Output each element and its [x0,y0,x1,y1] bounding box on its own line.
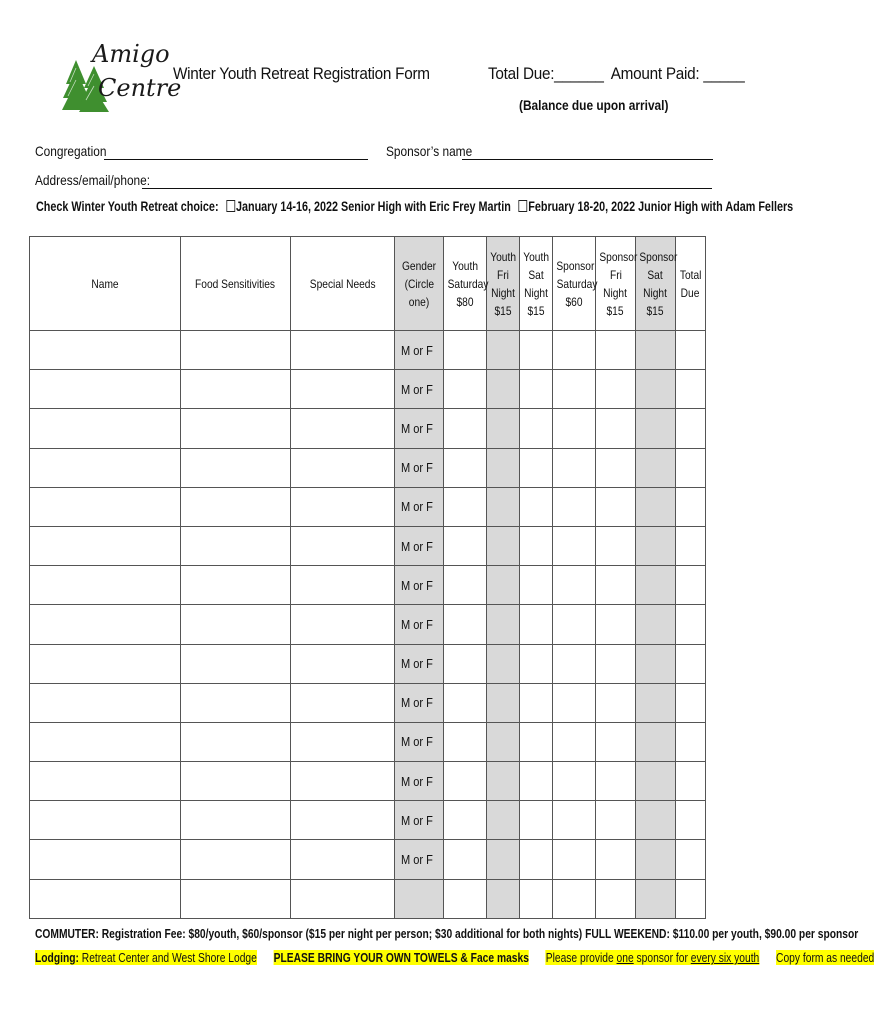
header-sponsor-fri-night-line: Night [603,285,628,300]
cell-food-sensitivities[interactable] [181,879,291,918]
table-row [30,644,706,683]
cell-sponsor-saturday[interactable] [553,566,596,605]
header-sponsor-saturday-line: Sponsor [556,258,595,273]
lodging-label: Lodging: [35,950,79,965]
lodging-line [35,950,874,965]
header-sponsor-saturday [553,237,596,331]
sponsor-name-label: Sponsor’s name [386,143,473,159]
cell-youth-sat-night[interactable] [520,722,553,761]
cell-gender[interactable] [395,801,444,840]
header-gender-line: Gender [401,258,437,273]
retreat-choice [36,199,793,214]
header-gender-line: one) [408,294,430,309]
header-sponsor-sat-night-line: Sat [647,267,664,282]
amigo-centre-logo [62,38,182,114]
cell-gender[interactable] [395,722,444,761]
header-special-needs-line: Special Needs [309,276,376,291]
cell-food-sensitivities[interactable] [181,448,291,487]
cell-sponsor-fri-night[interactable] [596,762,636,801]
cell-gender[interactable] [395,605,444,644]
cell-name[interactable] [30,722,181,761]
gender-option-text: M or F [401,616,433,632]
cell-youth-saturday[interactable] [444,448,487,487]
header-gender-line: (Circle [404,276,434,291]
cell-sponsor-fri-night[interactable] [596,370,636,409]
cell-special-needs[interactable] [291,762,395,801]
cell-special-needs[interactable] [291,566,395,605]
table-row [30,605,706,644]
cell-special-needs[interactable] [291,605,395,644]
sponsor-six: every six youth [690,950,760,965]
cell-youth-fri-night[interactable] [487,487,520,526]
cell-sponsor-fri-night[interactable] [596,487,636,526]
commuter-fees-note: COMMUTER: Registration Fee: $80/youth, $60/sponsor ($15 per night per person; $30 additional for both nights) FULL WEEKEND: $110.00 per youth, $90.00 per sponsor [35,926,859,941]
cell-special-needs[interactable] [291,879,395,918]
header-sponsor-fri-night-line: Fri [609,267,622,282]
header-sponsor-fri-night [596,237,636,331]
cell-sponsor-saturday[interactable] [553,331,596,370]
gender-option-text: M or F [401,812,433,828]
gender-option-text: M or F [401,538,433,554]
cell-special-needs[interactable] [291,840,395,879]
sponsor-mid: sponsor for [633,950,691,965]
table-header-row [30,237,706,331]
header-gender [395,237,444,331]
cell-youth-fri-night[interactable] [487,448,520,487]
header-sponsor-saturday-line: $60 [565,294,583,309]
table-row [30,448,706,487]
cell-youth-fri-night[interactable] [487,526,520,565]
cell-food-sensitivities[interactable] [181,605,291,644]
cell-food-sensitivities[interactable] [181,566,291,605]
cell-sponsor-fri-night[interactable] [596,644,636,683]
cell-gender[interactable] [395,526,444,565]
table-row [30,762,706,801]
cell-youth-sat-night[interactable] [520,370,553,409]
cell-youth-fri-night[interactable] [487,370,520,409]
cell-youth-saturday[interactable] [444,566,487,605]
registration-table [29,236,706,919]
cell-gender[interactable] [395,644,444,683]
header-youth-saturday [444,237,487,331]
retreat-option-february: February 18-20, 2022 Junior High with Adam Fellers [528,199,794,214]
header-youth-sat-night-line: Sat [528,267,544,282]
header-youth-saturday-line: $80 [456,294,474,309]
cell-youth-fri-night[interactable] [487,683,520,722]
gender-option-text: M or F [401,656,433,672]
cell-youth-sat-night[interactable] [520,331,553,370]
cell-food-sensitivities[interactable] [181,762,291,801]
cell-food-sensitivities[interactable] [181,683,291,722]
address-label: Address/email/phone: [35,172,151,188]
cell-sponsor-sat-night[interactable] [636,879,676,918]
cell-sponsor-saturday[interactable] [553,448,596,487]
gender-option-text: M or F [401,381,433,397]
cell-sponsor-sat-night[interactable] [636,801,676,840]
cell-youth-sat-night[interactable] [520,683,553,722]
cell-sponsor-sat-night[interactable] [636,448,676,487]
cell-food-sensitivities[interactable] [181,370,291,409]
cell-sponsor-sat-night[interactable] [636,487,676,526]
header-name-line: Name [91,276,119,291]
cell-sponsor-sat-night[interactable] [636,370,676,409]
cell-youth-fri-night[interactable] [487,409,520,448]
cell-special-needs[interactable] [291,644,395,683]
cell-food-sensitivities[interactable] [181,526,291,565]
cell-youth-fri-night[interactable] [487,840,520,879]
cell-sponsor-fri-night[interactable] [596,840,636,879]
header-sponsor-fri-night-line: $15 [606,303,625,318]
cell-sponsor-sat-night[interactable] [636,840,676,879]
header-youth-sat-night-line: Youth [523,249,549,264]
cell-youth-saturday[interactable] [444,409,487,448]
total-due-amount-paid[interactable]: Total Due:______ Amount Paid: _____ [488,64,745,83]
header-sponsor-saturday-line: Saturday [556,276,598,291]
cell-gender[interactable] [395,683,444,722]
cell-special-needs[interactable] [291,526,395,565]
cell-special-needs[interactable] [291,801,395,840]
cell-special-needs[interactable] [291,409,395,448]
cell-sponsor-saturday[interactable] [553,801,596,840]
cell-sponsor-saturday[interactable] [553,487,596,526]
logo-word-centre: Centre [98,74,182,102]
gender-option-text: M or F [401,852,433,868]
cell-youth-fri-night[interactable] [487,879,520,918]
cell-youth-sat-night[interactable] [520,840,553,879]
cell-total-due[interactable] [676,370,706,409]
cell-youth-sat-night[interactable] [520,526,553,565]
cell-name[interactable] [30,683,181,722]
cell-sponsor-fri-night[interactable] [596,722,636,761]
cell-name[interactable] [30,644,181,683]
cell-total-due[interactable] [676,644,706,683]
cell-name[interactable] [30,409,181,448]
cell-gender[interactable] [395,370,444,409]
cell-youth-saturday[interactable] [444,331,487,370]
cell-youth-saturday[interactable] [444,762,487,801]
cell-food-sensitivities[interactable] [181,331,291,370]
cell-sponsor-saturday[interactable] [553,644,596,683]
cell-sponsor-fri-night[interactable] [596,331,636,370]
header-sponsor-sat-night [636,237,676,331]
gender-option-text: M or F [401,499,433,515]
header-total-due-line: Total [679,267,702,282]
balance-note: (Balance due upon arrival) [519,97,669,113]
table-row [30,801,706,840]
cell-special-needs[interactable] [291,683,395,722]
cell-sponsor-saturday[interactable] [553,683,596,722]
header-sponsor-fri-night-line: Sponsor [599,249,638,264]
table-row [30,879,706,918]
cell-sponsor-fri-night[interactable] [596,526,636,565]
cell-total-due[interactable] [676,762,706,801]
gender-option-text: M or F [401,342,433,358]
cell-special-needs[interactable] [291,722,395,761]
cell-sponsor-saturday[interactable] [553,762,596,801]
header-sponsor-sat-night-line: Night [643,285,668,300]
cell-gender[interactable] [395,448,444,487]
gender-option-text: M or F [401,420,433,436]
cell-name[interactable] [30,879,181,918]
cell-total-due[interactable] [676,605,706,644]
table-row [30,526,706,565]
cell-youth-fri-night[interactable] [487,801,520,840]
cell-gender[interactable] [395,409,444,448]
cell-youth-saturday[interactable] [444,683,487,722]
cell-name[interactable] [30,840,181,879]
header-youth-fri-night-line: Night [491,285,515,300]
table-row [30,722,706,761]
table-row [30,840,706,879]
congregation-label: Congregation [35,143,107,159]
logo-word-amigo: Amigo [92,40,170,68]
cell-youth-saturday[interactable] [444,644,487,683]
table-row [30,566,706,605]
cell-sponsor-sat-night[interactable] [636,526,676,565]
cell-youth-saturday[interactable] [444,605,487,644]
cell-total-due[interactable] [676,487,706,526]
cell-sponsor-saturday[interactable] [553,526,596,565]
header-youth-saturday-line: Youth [452,258,478,273]
cell-sponsor-fri-night[interactable] [596,448,636,487]
cell-youth-sat-night[interactable] [520,409,553,448]
cell-youth-saturday[interactable] [444,840,487,879]
header-total-due-line: Due [681,285,700,300]
cell-gender[interactable] [395,487,444,526]
header-food-sensitivities [181,237,291,331]
gender-option-text: M or F [401,695,433,711]
cell-youth-sat-night[interactable] [520,566,553,605]
cell-food-sensitivities[interactable] [181,409,291,448]
cell-name[interactable] [30,801,181,840]
header-total-due [676,237,706,331]
cell-youth-sat-night[interactable] [520,879,553,918]
cell-youth-saturday[interactable] [444,879,487,918]
cell-youth-sat-night[interactable] [520,605,553,644]
cell-food-sensitivities[interactable] [181,487,291,526]
sponsor-one: one [616,950,634,965]
header-youth-sat-night-line: $15 [527,303,545,318]
cell-sponsor-sat-night[interactable] [636,605,676,644]
cell-name[interactable] [30,526,181,565]
header-youth-sat-night-line: Night [524,285,548,300]
cell-youth-fri-night[interactable] [487,331,520,370]
header-special-needs [291,237,395,331]
cell-name[interactable] [30,331,181,370]
checkbox-january[interactable] [226,200,235,212]
header-food-sensitivities-line: Food Sensitivities [195,276,276,291]
cell-sponsor-sat-night[interactable] [636,644,676,683]
cell-youth-sat-night[interactable] [520,487,553,526]
cell-total-due[interactable] [676,566,706,605]
lodging-block [35,950,257,965]
cell-youth-fri-night[interactable] [487,644,520,683]
cell-total-due[interactable] [676,840,706,879]
form-title: Winter Youth Retreat Registration Form [173,64,430,83]
header-youth-saturday-line: Saturday [447,276,489,291]
cell-name[interactable] [30,566,181,605]
table-row [30,409,706,448]
cell-gender[interactable] [395,566,444,605]
lodging-text: Retreat Center and West Shore Lodge [78,950,257,965]
cell-total-due[interactable] [676,331,706,370]
cell-youth-saturday[interactable] [444,722,487,761]
cell-special-needs[interactable] [291,448,395,487]
towels-note: PLEASE BRING YOUR OWN TOWELS & Face masks [273,950,529,965]
header-name [30,237,181,331]
cell-sponsor-fri-night[interactable] [596,605,636,644]
cell-sponsor-saturday[interactable] [553,722,596,761]
cell-name[interactable] [30,605,181,644]
retreat-option-january: January 14-16, 2022 Senior High with Eric Frey Martin [235,199,511,214]
cell-special-needs[interactable] [291,370,395,409]
cell-total-due[interactable] [676,683,706,722]
cell-sponsor-sat-night[interactable] [636,566,676,605]
gender-option-text: M or F [401,460,433,476]
cell-sponsor-sat-night[interactable] [636,331,676,370]
copy-form-note: Copy form as needed [776,950,874,965]
cell-total-due[interactable] [676,801,706,840]
sponsor-pre: Please provide [545,950,617,965]
cell-gender[interactable] [395,762,444,801]
cell-youth-sat-night[interactable] [520,448,553,487]
cell-sponsor-saturday[interactable] [553,370,596,409]
cell-youth-saturday[interactable] [444,487,487,526]
gender-option-text: M or F [401,577,433,593]
address-field[interactable] [142,188,712,189]
cell-sponsor-saturday[interactable] [553,840,596,879]
cell-sponsor-sat-night[interactable] [636,409,676,448]
cell-total-due[interactable] [676,448,706,487]
cell-youth-saturday[interactable] [444,801,487,840]
sponsor-name-field[interactable] [462,159,713,160]
cell-total-due[interactable] [676,722,706,761]
header-sponsor-sat-night-line: Sponsor [639,249,678,264]
table-row [30,331,706,370]
cell-sponsor-fri-night[interactable] [596,801,636,840]
gender-option-text: M or F [401,734,433,750]
header-sponsor-sat-night-line: $15 [646,303,665,318]
cell-youth-fri-night[interactable] [487,762,520,801]
cell-gender[interactable] [395,331,444,370]
cell-youth-saturday[interactable] [444,526,487,565]
cell-food-sensitivities[interactable] [181,722,291,761]
cell-sponsor-sat-night[interactable] [636,722,676,761]
cell-special-needs[interactable] [291,331,395,370]
header-youth-fri-night-line: Fri [497,267,509,282]
cell-youth-saturday[interactable] [444,370,487,409]
cell-gender[interactable] [395,879,444,918]
header-youth-fri-night [487,237,520,331]
cell-name[interactable] [30,370,181,409]
cell-special-needs[interactable] [291,487,395,526]
cell-sponsor-saturday[interactable] [553,605,596,644]
header-youth-fri-night-line: $15 [494,303,512,318]
cell-sponsor-sat-night[interactable] [636,762,676,801]
cell-sponsor-fri-night[interactable] [596,879,636,918]
cell-sponsor-fri-night[interactable] [596,683,636,722]
table-row [30,683,706,722]
cell-youth-fri-night[interactable] [487,566,520,605]
sponsor-ratio-note [546,950,760,965]
cell-food-sensitivities[interactable] [181,801,291,840]
cell-youth-sat-night[interactable] [520,762,553,801]
cell-sponsor-fri-night[interactable] [596,409,636,448]
cell-sponsor-fri-night[interactable] [596,566,636,605]
cell-sponsor-sat-night[interactable] [636,683,676,722]
checkbox-february[interactable] [519,200,528,212]
cell-youth-fri-night[interactable] [487,605,520,644]
cell-name[interactable] [30,487,181,526]
header-youth-sat-night [520,237,553,331]
cell-food-sensitivities[interactable] [181,840,291,879]
retreat-choice-label: Check Winter Youth Retreat choice: [36,199,219,214]
table-row [30,487,706,526]
cell-youth-sat-night[interactable] [520,644,553,683]
cell-total-due[interactable] [676,879,706,918]
cell-name[interactable] [30,448,181,487]
cell-youth-sat-night[interactable] [520,801,553,840]
header-youth-fri-night-line: Youth [490,249,516,264]
cell-gender[interactable] [395,840,444,879]
cell-total-due[interactable] [676,526,706,565]
congregation-field[interactable] [104,159,368,160]
cell-sponsor-saturday[interactable] [553,409,596,448]
cell-sponsor-saturday[interactable] [553,879,596,918]
cell-total-due[interactable] [676,409,706,448]
cell-name[interactable] [30,762,181,801]
gender-option-text: M or F [401,773,433,789]
cell-food-sensitivities[interactable] [181,644,291,683]
table-row [30,370,706,409]
cell-youth-fri-night[interactable] [487,722,520,761]
